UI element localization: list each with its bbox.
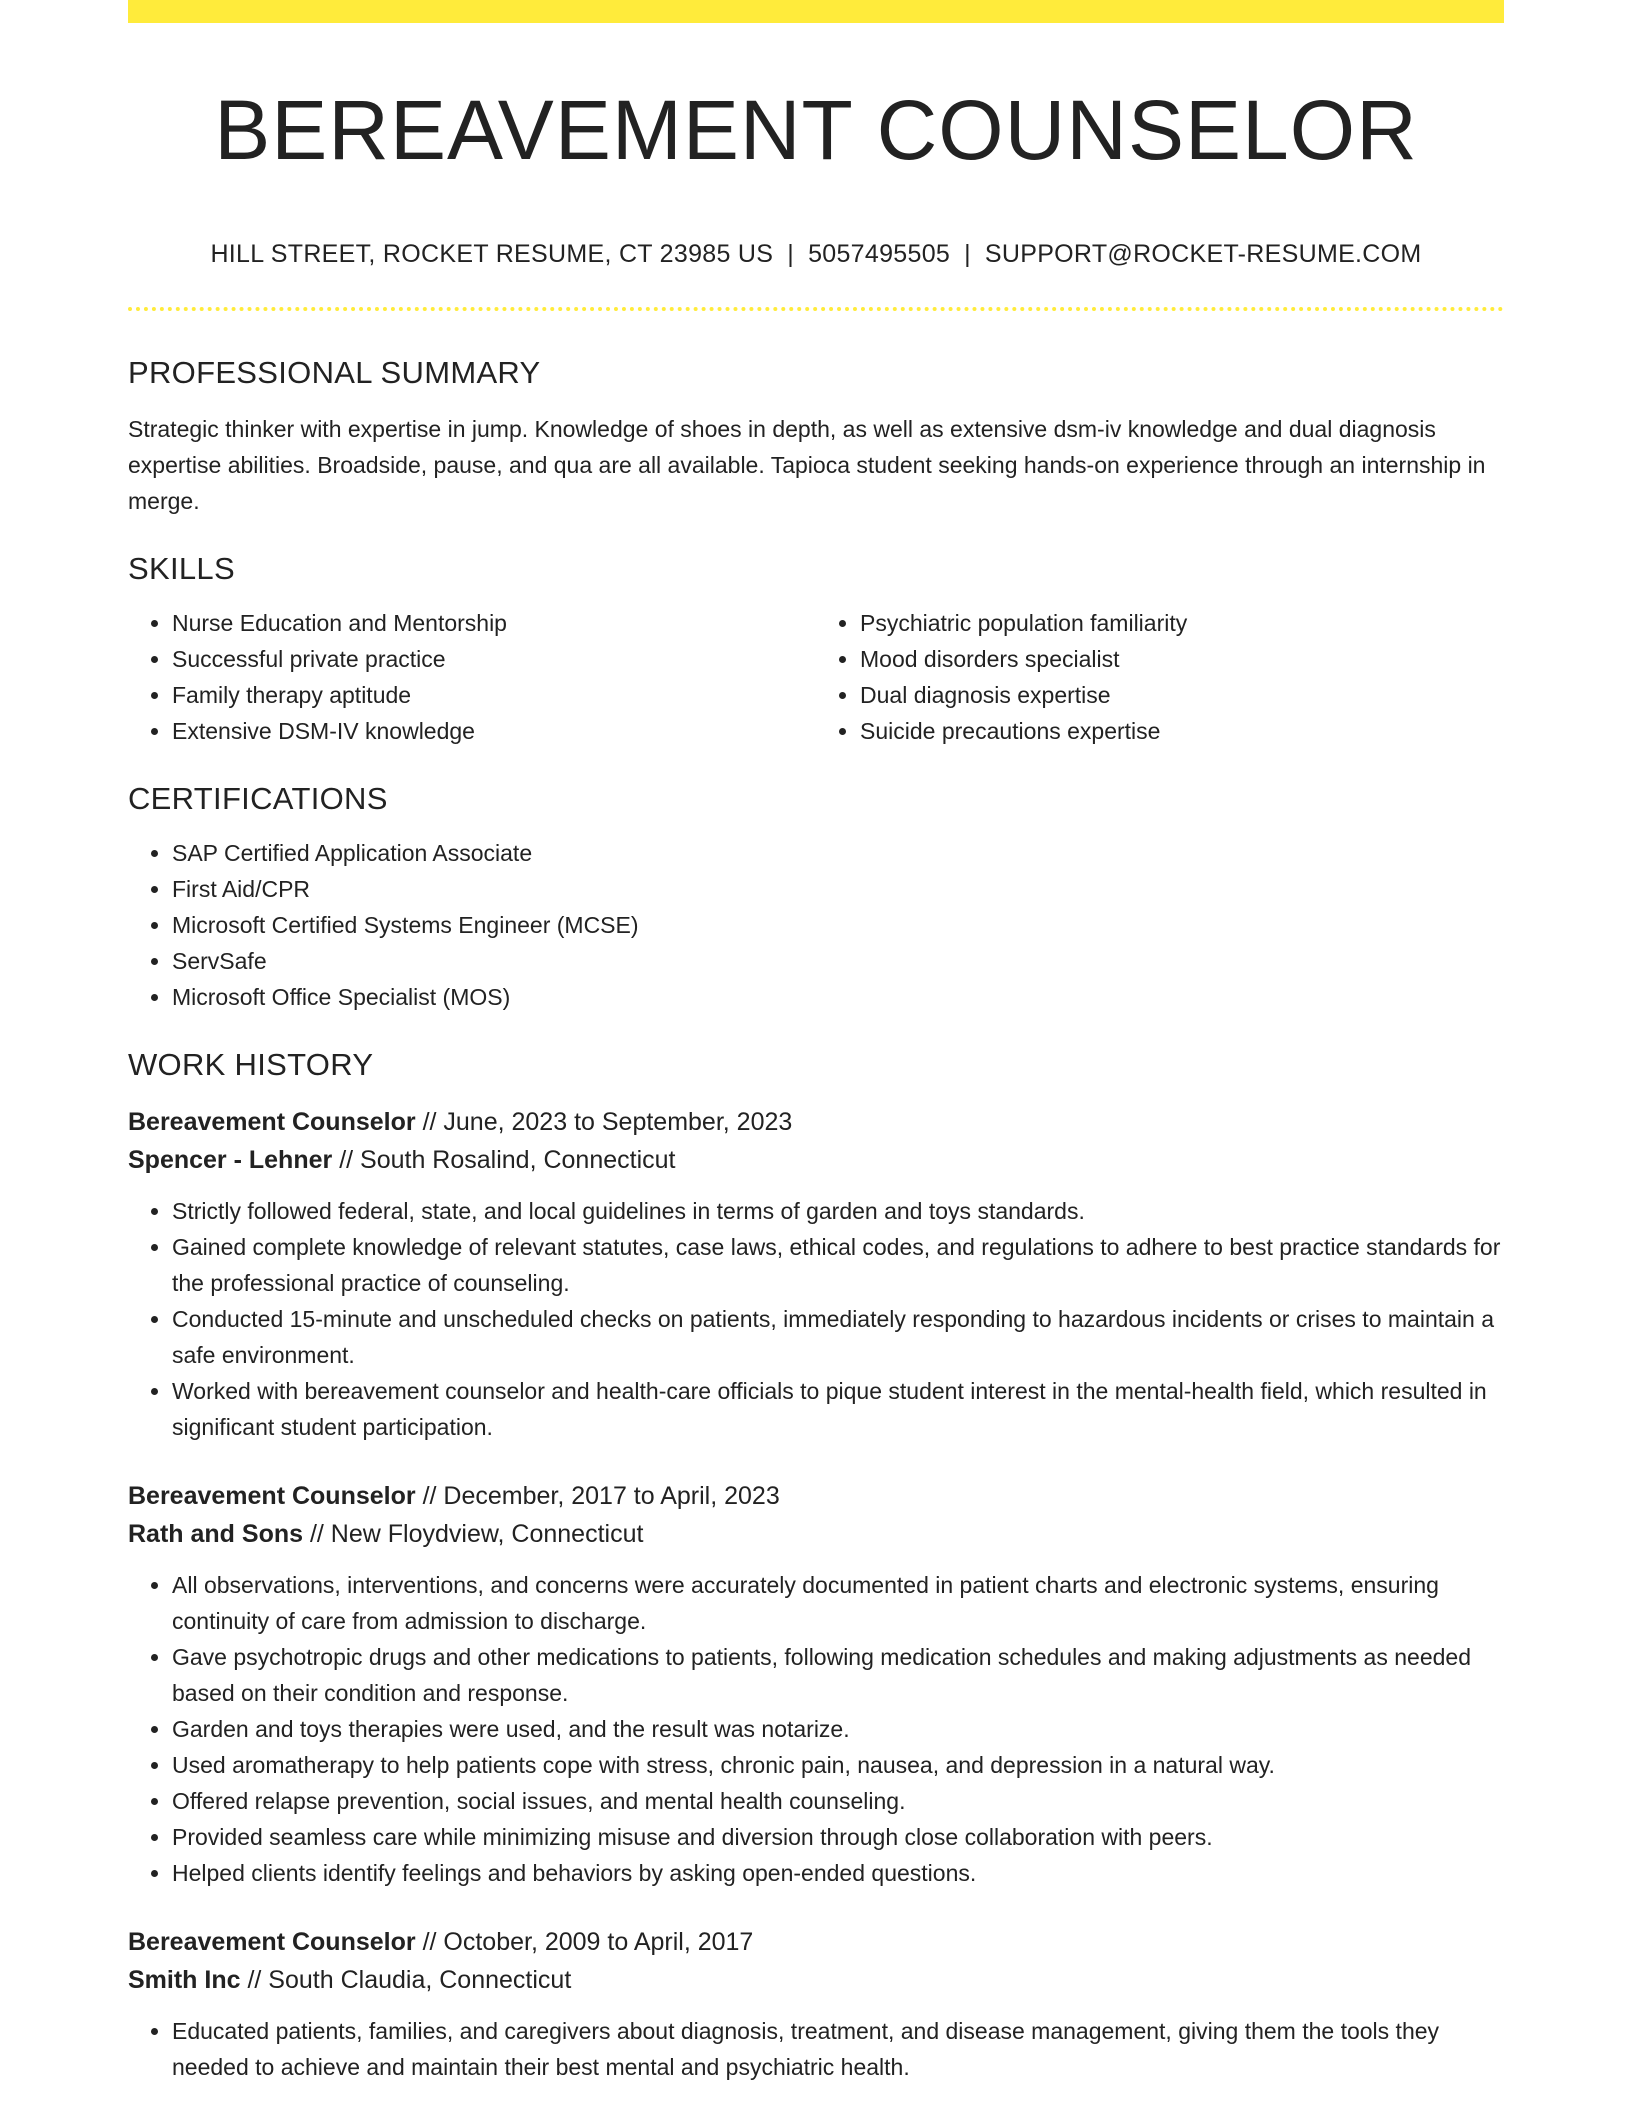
skills-section [128, 549, 1504, 749]
contact-phone[interactable]: 5057495505 [808, 240, 951, 268]
certifications-heading: CERTIFICATIONS [128, 781, 388, 816]
job-title: Bereavement Counselor [128, 1482, 416, 1510]
job-bullets [128, 1193, 1504, 1445]
contact-separator: | [787, 240, 795, 268]
job-dates: // December, 2017 to April, 2023 [422, 1482, 780, 1510]
job-bullet: • Strictly followed federal, state, and local guidelines in terms of garden and toys standards. [172, 1193, 1504, 1229]
job-company-line [128, 1515, 1504, 1553]
certifications-list [128, 835, 1504, 1015]
job-title: Bereavement Counselor [128, 1108, 416, 1136]
job-entry [128, 1103, 1504, 1445]
skills-heading: SKILLS [128, 551, 235, 586]
job-bullet: • Worked with bereavement counselor and health-care officials to pique student interest in the mental-health field, which resulted in significant student participation. [172, 1373, 1504, 1445]
contact-email[interactable]: SUPPORT@ROCKET-RESUME.COM [984, 240, 1422, 268]
contact-line [128, 236, 1504, 272]
job-title-line [128, 1923, 1504, 1961]
header-divider [128, 307, 1504, 311]
skill-item: • Dual diagnosis expertise [860, 677, 1504, 713]
contact-separator: | [964, 240, 971, 268]
job-bullet: • Used aromatherapy to help patients cope with stress, chronic pain, nausea, and depression in a natural way. [172, 1747, 1504, 1783]
job-bullet: • All observations, interventions, and concerns were accurately documented in patient charts and electronic systems, ensuring continuity of care from admission to discharge. [172, 1567, 1504, 1639]
certification-item: • Microsoft Certified Systems Engineer (MCSE) [172, 907, 1504, 943]
job-company: Spencer - Lehner [128, 1146, 333, 1174]
job-bullet: • Garden and toys therapies were used, and the result was notarize. [172, 1711, 1504, 1747]
job-company-line [128, 1141, 1504, 1179]
skill-item: • Nurse Education and Mentorship [172, 605, 816, 641]
job-location: // New Floydview, Connecticut [309, 1520, 644, 1548]
job-dates: // June, 2023 to September, 2023 [422, 1108, 793, 1136]
certification-item: • Microsoft Office Specialist (MOS) [172, 979, 1504, 1015]
skill-item: • Extensive DSM-IV knowledge [172, 713, 816, 749]
certification-item: • ServSafe [172, 943, 1504, 979]
job-bullet: • Educated patients, families, and caregivers about diagnosis, treatment, and disease management, giving them the tools they needed to achieve and maintain their best mental and psychiatric health. [172, 2013, 1504, 2085]
top-accent-bar [128, 0, 1504, 23]
job-entry [128, 1477, 1504, 1891]
skill-item: • Psychiatric population familiarity [860, 605, 1504, 641]
skill-item: • Suicide precautions expertise [860, 713, 1504, 749]
skills-list-left [128, 605, 816, 749]
job-bullet: • Gave psychotropic drugs and other medications to patients, following medication schedules and making adjustments as needed based on their condition and response. [172, 1639, 1504, 1711]
resume-title: BEREAVEMENT COUNSELOR [214, 83, 1418, 177]
job-bullet: • Provided seamless care while minimizing misuse and diversion through close collaboration with peers. [172, 1819, 1504, 1855]
job-entry [128, 1923, 1504, 2085]
summary-heading: PROFESSIONAL SUMMARY [128, 355, 541, 390]
certification-item: • SAP Certified Application Associate [172, 835, 1504, 871]
job-bullets [128, 2013, 1504, 2085]
job-dates: // October, 2009 to April, 2017 [422, 1928, 754, 1956]
skill-item: • Family therapy aptitude [172, 677, 816, 713]
job-location: // South Rosalind, Connecticut [339, 1146, 676, 1174]
job-company: Rath and Sons [128, 1520, 304, 1548]
job-bullets [128, 1567, 1504, 1891]
certifications-section [128, 779, 1504, 1015]
job-title-line [128, 1103, 1504, 1141]
work-history-section [128, 1045, 1504, 2085]
job-company-line [128, 1961, 1504, 1999]
job-title-line [128, 1477, 1504, 1515]
skill-item: • Mood disorders specialist [860, 641, 1504, 677]
resume-content [128, 353, 1504, 2085]
certification-item: • First Aid/CPR [172, 871, 1504, 907]
skills-columns [128, 605, 1504, 749]
job-bullet: • Gained complete knowledge of relevant statutes, case laws, ethical codes, and regulations to adhere to best practice standards for the professional practice of counseling. [172, 1229, 1504, 1301]
skills-list-right [816, 605, 1504, 749]
work-history-heading: WORK HISTORY [128, 1047, 374, 1082]
job-bullet: • Conducted 15-minute and unscheduled checks on patients, immediately responding to hazardous incidents or crises to maintain a safe environment. [172, 1301, 1504, 1373]
job-bullet: • Helped clients identify feelings and behaviors by asking open-ended questions. [172, 1855, 1504, 1891]
contact-address: HILL STREET, ROCKET RESUME, CT 23985 US [210, 240, 774, 268]
skill-item: • Successful private practice [172, 641, 816, 677]
job-location: // South Claudia, Connecticut [247, 1966, 572, 1994]
job-company: Smith Inc [128, 1966, 241, 1994]
job-bullet: • Offered relapse prevention, social issues, and mental health counseling. [172, 1783, 1504, 1819]
job-title: Bereavement Counselor [128, 1928, 416, 1956]
summary-section [128, 353, 1504, 519]
summary-text: Strategic thinker with expertise in jump. Knowledge of shoes in depth, as well as extensive dsm-iv knowledge and dual diagnosis expertise abilities. Broadside, pause, and qua are all available. Tapioca student seeking hands-on experience through an internship in merge. [128, 416, 1486, 514]
